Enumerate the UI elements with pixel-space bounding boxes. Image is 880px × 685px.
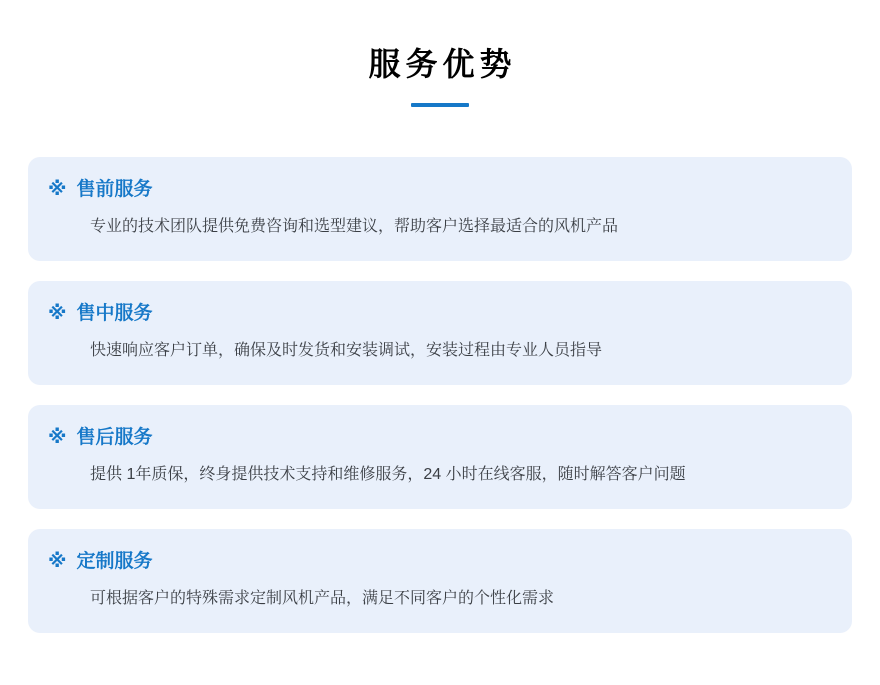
page-title: 服务优势 xyxy=(368,46,517,82)
service-card-custom xyxy=(28,529,852,633)
card-title: 定制服务 xyxy=(76,551,153,572)
reference-mark-icon: ※ xyxy=(48,551,67,572)
card-description: 专业的技术团队提供免费咨询和选型建议，帮助客户选择最适合的风机产品 xyxy=(90,218,619,235)
card-title: 售前服务 xyxy=(76,179,153,200)
card-description: 快速响应客户订单，确保及时发货和安装调试，安装过程由专业人员指导 xyxy=(90,342,603,359)
service-card-in-sales xyxy=(28,281,852,385)
service-card-pre-sales xyxy=(28,157,852,261)
reference-mark-icon: ※ xyxy=(48,427,67,448)
card-title: 售中服务 xyxy=(76,303,153,324)
title-underline-divider xyxy=(411,103,469,107)
card-title-row xyxy=(48,426,822,450)
service-card-after-sales xyxy=(28,405,852,509)
reference-mark-icon: ※ xyxy=(48,303,67,324)
card-title-row xyxy=(48,550,822,574)
card-title-row xyxy=(48,178,822,202)
service-cards-list xyxy=(28,157,852,633)
reference-mark-icon: ※ xyxy=(48,179,67,200)
card-title: 售后服务 xyxy=(76,427,153,448)
card-title-row xyxy=(48,302,822,326)
card-description: 可根据客户的特殊需求定制风机产品，满足不同客户的个性化需求 xyxy=(90,590,555,607)
card-description: 提供 1年质保，终身提供技术支持和维修服务，24 小时在线客服，随时解答客户问题 xyxy=(90,466,686,483)
